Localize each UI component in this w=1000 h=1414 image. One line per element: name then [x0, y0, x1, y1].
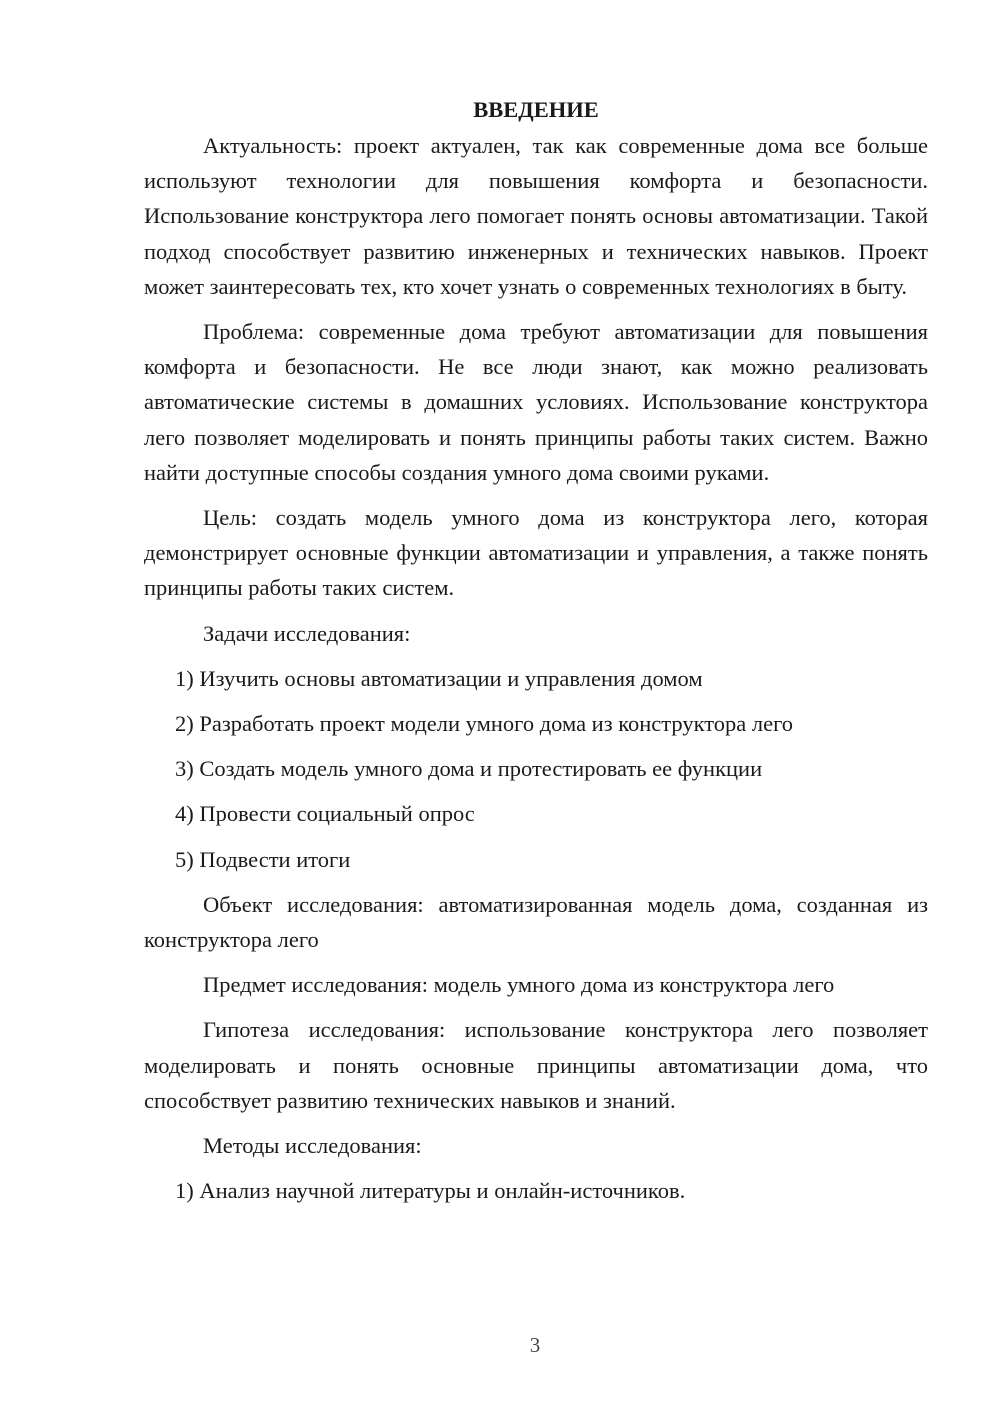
task-item: 2) Разработать проект модели умного дома из конструктора лего	[175, 711, 794, 737]
tasks-heading: Задачи исследования:	[203, 620, 411, 646]
method-item: 1) Анализ научной литературы и онлайн-источников.	[175, 1178, 686, 1204]
task-item: 3) Создать модель умного дома и протестировать ее функции	[175, 756, 763, 782]
page-title: ВВЕДЕНИЕ	[473, 97, 599, 122]
relevance-paragraph: Актуальность: проект актуален, так как современные дома все больше используют технологии для повышения комфорта и безопасности. Использование конструктора лего помогает понять основы автоматизации. Такой подход способствует развитию инженерных и технических навыков. Проект может заинтересовать тех, кто хочет узнать о современных технологиях в быту.	[144, 133, 928, 299]
subject-paragraph: Предмет исследования: модель умного дома из конструктора лего	[203, 972, 835, 998]
document-page	[144, 92, 928, 1218]
goal-paragraph: Цель: создать модель умного дома из конструктора лего, которая демонстрирует основные функции автоматизации и управления, а также понять принципы работы таких систем.	[144, 505, 928, 601]
task-item: 1) Изучить основы автоматизации и управления домом	[175, 665, 703, 691]
methods-heading: Методы исследования:	[203, 1133, 422, 1159]
task-item: 5) Подвести итоги	[175, 846, 351, 872]
page-number: 3	[529, 1333, 541, 1357]
task-item: 4) Провести социальный опрос	[175, 801, 475, 827]
object-paragraph: Объект исследования: автоматизированная модель дома, созданная из конструктора лего	[144, 891, 928, 953]
problem-paragraph: Проблема: современные дома требуют автоматизации для повышения комфорта и безопасности. Не все люди знают, как можно реализовать автоматические системы в домашних условиях. Использование конструктора лего позволяет моделировать и понять принципы работы таких систем. Важно найти доступные способы создания умного дома своими руками.	[144, 319, 928, 485]
hypothesis-paragraph: Гипотеза исследования: использование конструктора лего позволяет моделировать и понять основные принципы автоматизации дома, что способствует развитию технических навыков и знаний.	[144, 1017, 928, 1113]
